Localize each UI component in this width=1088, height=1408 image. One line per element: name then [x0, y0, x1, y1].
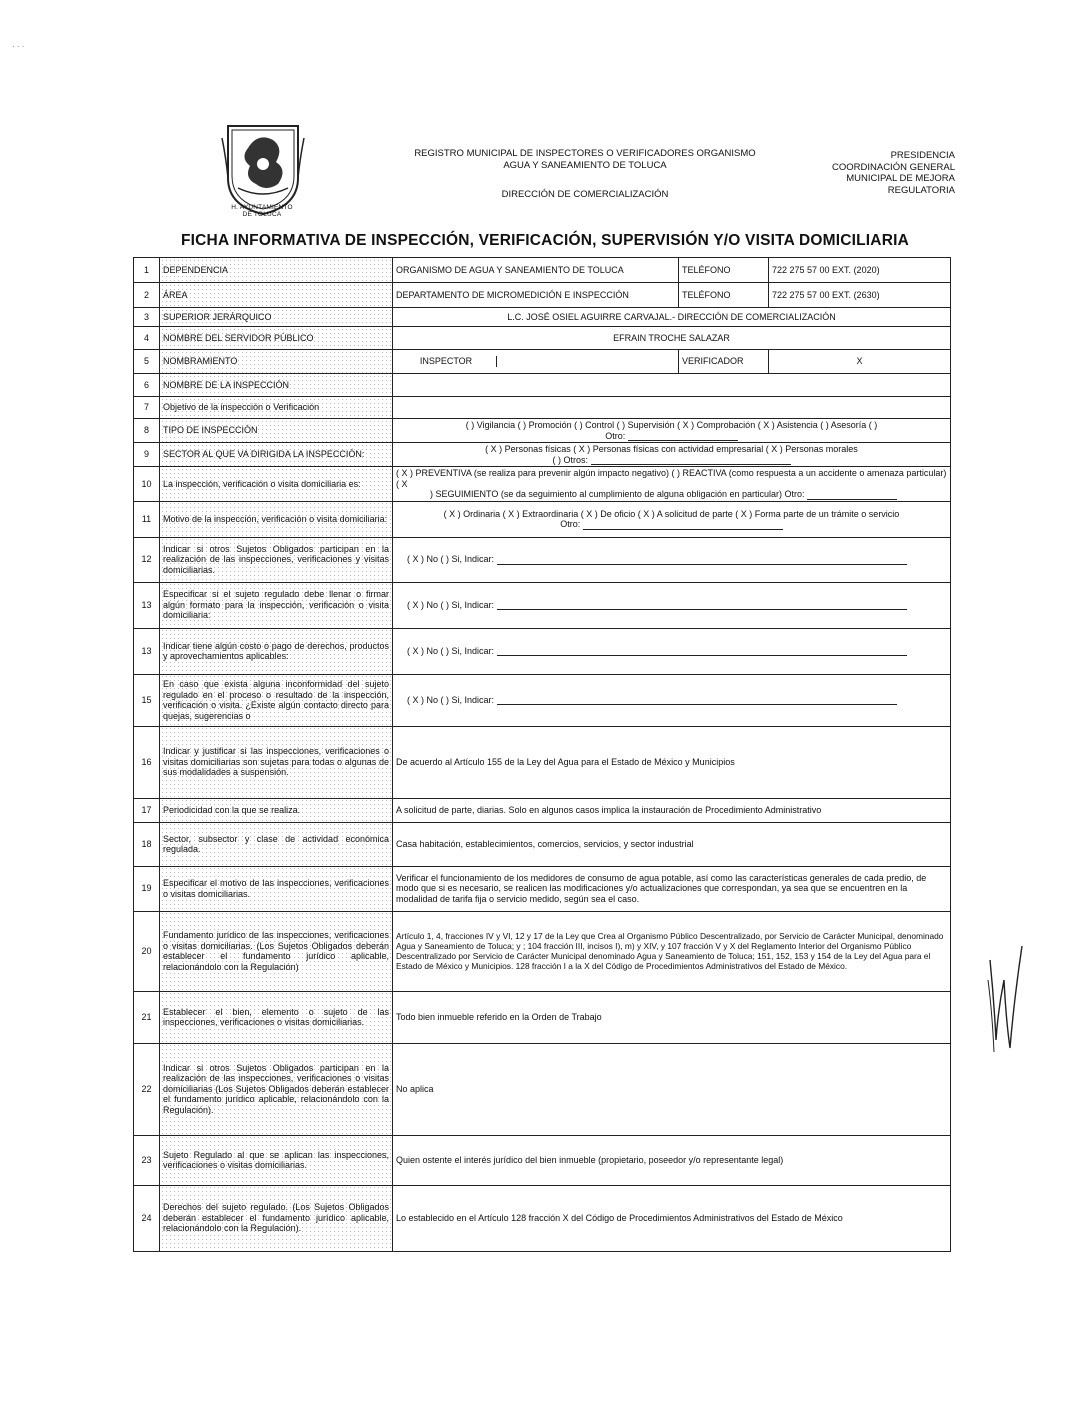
row-number: 19 — [134, 866, 160, 911]
row-value: A solicitud de parte, diarias. Solo en algunos casos implica la instauración de Procedimiento Administrativo — [393, 798, 951, 822]
table-row — [134, 397, 951, 419]
handwritten-signature — [984, 940, 1026, 1060]
sector-other: ( ) Otros: — [552, 454, 588, 465]
table-row — [134, 1185, 951, 1251]
row-number: 11 — [134, 501, 160, 537]
phone-label: TELÉFONO — [679, 283, 769, 308]
inspection-kind-options — [393, 467, 951, 502]
row-number: 1 — [134, 258, 160, 283]
inspection-kind-line1: ( X ) PREVENTIVA (se realiza para prevenir algún impacto negativo) ( ) REACTIVA (como respuesta a un accidente o amenaza particular) ( X — [396, 468, 947, 489]
table-row — [134, 1135, 951, 1185]
table-row — [134, 991, 951, 1043]
row-number: 3 — [134, 308, 160, 327]
row-label: Fundamento jurídico de las inspecciones, verificaciones o visitas domiciliarias. (Los Sujetos Obligados deberán establecer el fundamento jurídico aplicable, relacionándolo con la Regulación) — [160, 911, 393, 991]
inspection-form-table — [133, 257, 951, 1252]
table-row — [134, 283, 951, 308]
inspection-kind-line2: ) SEGUIMIENTO (se da seguimiento al cumplimiento de alguna obligación en particular) Otro: — [430, 489, 805, 499]
table-row — [134, 308, 951, 327]
row-label: NOMBRE DE LA INSPECCIÓN — [160, 374, 393, 397]
row-label: Indicar y justificar si las inspecciones, verificaciones o visitas domiciliarias son sujetas para todas o algunas de sus modalidades a suspensión. — [160, 726, 393, 798]
logo-caption-line1: H. AYUNTAMIENTO — [231, 204, 293, 211]
table-row — [134, 374, 951, 397]
row-label: Especificar si el sujeto regulado debe llenar o firmar algún formato para la inspección, verificación o visita domiciliaria: — [160, 582, 393, 628]
table-row — [134, 501, 951, 537]
table-row — [134, 582, 951, 628]
table-row — [134, 822, 951, 866]
page-title: FICHA INFORMATIVA DE INSPECCIÓN, VERIFICACIÓN, SUPERVISIÓN Y/O VISITA DOMICILIARIA — [180, 232, 909, 249]
phone-label: TELÉFONO — [679, 258, 769, 283]
row-value: Casa habitación, establecimientos, comercios, servicios, y sector industrial — [393, 822, 951, 866]
row-number: 22 — [134, 1043, 160, 1135]
row-label: TIPO DE INSPECCIÓN — [160, 419, 393, 443]
header-right-line2: COORDINACIÓN GENERAL — [832, 161, 955, 173]
header-center-line2: AGUA Y SANEAMIENTO DE TOLUCA — [503, 160, 667, 171]
header-center-line3: DIRECCIÓN DE COMERCIALIZACIÓN — [501, 189, 669, 200]
sector-line1: ( X ) Personas físicas ( X ) Personas físicas con actividad empresarial ( X ) Personas morales — [485, 444, 858, 454]
header-right-line1: PRESIDENCIA — [890, 150, 955, 161]
row-label: Especificar el motivo de las inspecciones, verificaciones o visitas domiciliarias. — [160, 866, 393, 911]
row-value: Quien ostente el interés jurídico del bien inmueble (propietario, poseedor y/o representante legal) — [393, 1135, 951, 1185]
row-value: ORGANISMO DE AGUA Y SANEAMIENTO DE TOLUCA — [393, 258, 679, 283]
table-row — [134, 911, 951, 991]
row-number: 17 — [134, 798, 160, 822]
row-number: 7 — [134, 397, 160, 419]
row-number: 18 — [134, 822, 160, 866]
table-row — [134, 327, 951, 350]
row-label: En caso que exista alguna inconformidad del sujeto regulado en el proceso o resultado de la inspección, verificación o visita. ¿Existe algún contacto directo para quejas, sugerencias o — [160, 674, 393, 726]
row-number: 15 — [134, 674, 160, 726]
row-value: ( X ) No ( ) Si, Indicar: — [407, 599, 495, 610]
row-number: 2 — [134, 283, 160, 308]
table-row — [134, 467, 951, 502]
inspection-reason-other: Otro: — [560, 519, 581, 529]
inspector-option: INSPECTOR — [396, 356, 497, 367]
row-value: No aplica — [393, 1043, 951, 1135]
row-label: DEPENDENCIA — [160, 258, 393, 283]
row-number: 8 — [134, 419, 160, 443]
row-label: Periodicidad con la que se realiza. — [160, 798, 393, 822]
row-number: 23 — [134, 1135, 160, 1185]
verificador-option: VERIFICADOR — [679, 350, 769, 374]
row-label: NOMBRE DEL SERVIDOR PÚBLICO — [160, 327, 393, 350]
table-row — [134, 798, 951, 822]
logo-caption — [214, 204, 310, 218]
table-row — [134, 866, 951, 911]
row-number: 6 — [134, 374, 160, 397]
row-value: ( X ) No ( ) Si, Indicar: — [407, 645, 495, 656]
row-value: DEPARTAMENTO DE MICROMEDICIÓN E INSPECCIÓN — [393, 283, 679, 308]
verificador-mark: X — [769, 350, 951, 374]
row-number: 16 — [134, 726, 160, 798]
row-value-cell — [393, 674, 951, 726]
row-label: SECTOR AL QUE VA DIRIGIDA LA INSPECCIÓN: — [160, 443, 393, 467]
table-row — [134, 674, 951, 726]
row-value-cell — [393, 582, 951, 628]
inspection-reason-options — [393, 501, 951, 537]
table-row — [134, 443, 951, 467]
table-row — [134, 628, 951, 674]
row-label: Indicar si otros Sujetos Obligados participan en la realización de las inspecciones, verificaciones y visitas domiciliarias. — [160, 537, 393, 582]
row-number: 21 — [134, 991, 160, 1043]
row-value: ( X ) No ( ) Si, Indicar: — [407, 554, 495, 565]
row-value — [393, 397, 951, 419]
appointment-inspector-cell — [393, 350, 679, 374]
row-label: Indicar si otros Sujetos Obligados participan en la realización de las inspecciones, verificaciones o visitas domiciliarias (Los Sujetos Obligados deberán establecer el fundamento jurídico aplicable, relacionándolo con la Regulación). — [160, 1043, 393, 1135]
sector-options — [393, 443, 951, 467]
row-value: De acuerdo al Artículo 155 de la Ley del Agua para el Estado de México y Municipios — [393, 726, 951, 798]
inspection-reason-line1: ( X ) Ordinaria ( X ) Extraordinaria ( X ) De oficio ( X ) A solicitud de parte ( X ) Forma parte de un trámite o servicio — [443, 508, 900, 519]
table-row — [134, 350, 951, 374]
toluca-coat-of-arms-logo — [218, 118, 308, 218]
row-value: EFRAIN TROCHE SALAZAR — [393, 327, 951, 350]
row-number: 13 — [134, 582, 160, 628]
row-label: SUPERIOR JERÁRQUICO — [160, 308, 393, 327]
row-label: ÁREA — [160, 283, 393, 308]
row-label: Derechos del sujeto regulado. (Los Sujetos Obligados deberán establecer el fundamento jurídico aplicable, relacionándolo con la Regulación). — [160, 1185, 393, 1251]
table-row — [134, 1043, 951, 1135]
row-value: Artículo 1, 4, fracciones IV y VI, 12 y 17 de la Ley que Crea al Organismo Público Descentralizado, por Servicio de Carácter Municipal, denominado Agua y Saneamiento de Toluca; y ; 104 fracción III, incisos I), m) y XIV, y 107 fracción V y X del Reglamento Interior del Organismo Público Descentralizado por Servicio de Carácter Municipal denominado Agua y Saneamiento de Toluca; 151, 152, 153 y 154 de la Ley del Agua para el Estado de México y Municipios. 128 fracción I a la X del Código de Procedimientos Administrativos del Estado de México. — [393, 911, 951, 991]
header-right-line3: MUNICIPAL DE MEJORA — [846, 173, 955, 184]
logo-caption-line2: DE TOLUCA — [242, 211, 282, 218]
row-number: 5 — [134, 350, 160, 374]
table-row — [134, 258, 951, 283]
row-number: 10 — [134, 467, 160, 502]
inspection-type-options — [393, 419, 951, 443]
row-value — [393, 374, 951, 397]
header-right — [800, 150, 955, 196]
row-label: NOMBRAMIENTO — [160, 350, 393, 374]
row-label: Indicar tiene algún costo o pago de derechos, productos y aprovechamientos aplicables: — [160, 628, 393, 674]
row-value: Lo establecido en el Artículo 128 fracción X del Código de Procedimientos Administrativos del Estado de México — [393, 1185, 951, 1251]
inspection-type-line1: ( ) Vigilancia ( ) Promoción ( ) Control ( ) Supervisión ( X ) Comprobación ( X ) Asistencia ( ) Asesoría ( ) — [465, 420, 878, 430]
row-label: Sujeto Regulado al que se aplican las inspecciones, verificaciones o visitas domiciliarias. — [160, 1135, 393, 1185]
phone-value: 722 275 57 00 EXT. (2630) — [769, 283, 951, 308]
table-row — [134, 537, 951, 582]
row-value-cell — [393, 628, 951, 674]
row-label: Sector, subsector y clase de actividad económica regulada. — [160, 822, 393, 866]
table-row — [134, 419, 951, 443]
row-value: ( X ) No ( ) Si, Indicar: — [407, 694, 495, 705]
row-number: 9 — [134, 443, 160, 467]
row-label: La inspección, verificación o visita domiciliaria es: — [160, 467, 393, 502]
header-right-line4: REGULATORIA — [887, 184, 955, 196]
row-number: 12 — [134, 537, 160, 582]
header-center — [395, 148, 775, 201]
row-number: 20 — [134, 911, 160, 991]
row-value-cell — [393, 537, 951, 582]
row-value: Verificar el funcionamiento de los medidores de consumo de agua potable, así como las características generales de cada predio, de modo que si es necesario, se realicen las modificaciones y/o actualizaciones que correspondan, ya sea que se encuentren en la modalidad de tarifa fija o servicio medido, según sea el caso. — [393, 866, 951, 911]
row-number: 24 — [134, 1185, 160, 1251]
header-center-line1: REGISTRO MUNICIPAL DE INSPECTORES O VERIFICADORES ORGANISMO — [414, 148, 756, 159]
row-number: 4 — [134, 327, 160, 350]
row-value: L.C. JOSÉ OSIEL AGUIRRE CARVAJAL.- DIRECCIÓN DE COMERCIALIZACIÓN — [393, 308, 951, 327]
scan-specks: · · · — [12, 42, 25, 51]
row-label: Motivo de la inspección, verificación o visita domiciliaria: — [160, 501, 393, 537]
row-label: Objetivo de la inspección o Verificación — [160, 397, 393, 419]
table-row — [134, 726, 951, 798]
row-label: Establecer el bien, elemento o sujeto de las inspecciones, verificaciones o visitas domiciliarias. — [160, 991, 393, 1043]
row-value: Todo bien inmueble referido en la Orden de Trabajo — [393, 991, 951, 1043]
phone-value: 722 275 57 00 EXT. (2020) — [769, 258, 951, 283]
inspection-type-other: Otro: — [605, 430, 626, 441]
row-number: 13 — [134, 628, 160, 674]
